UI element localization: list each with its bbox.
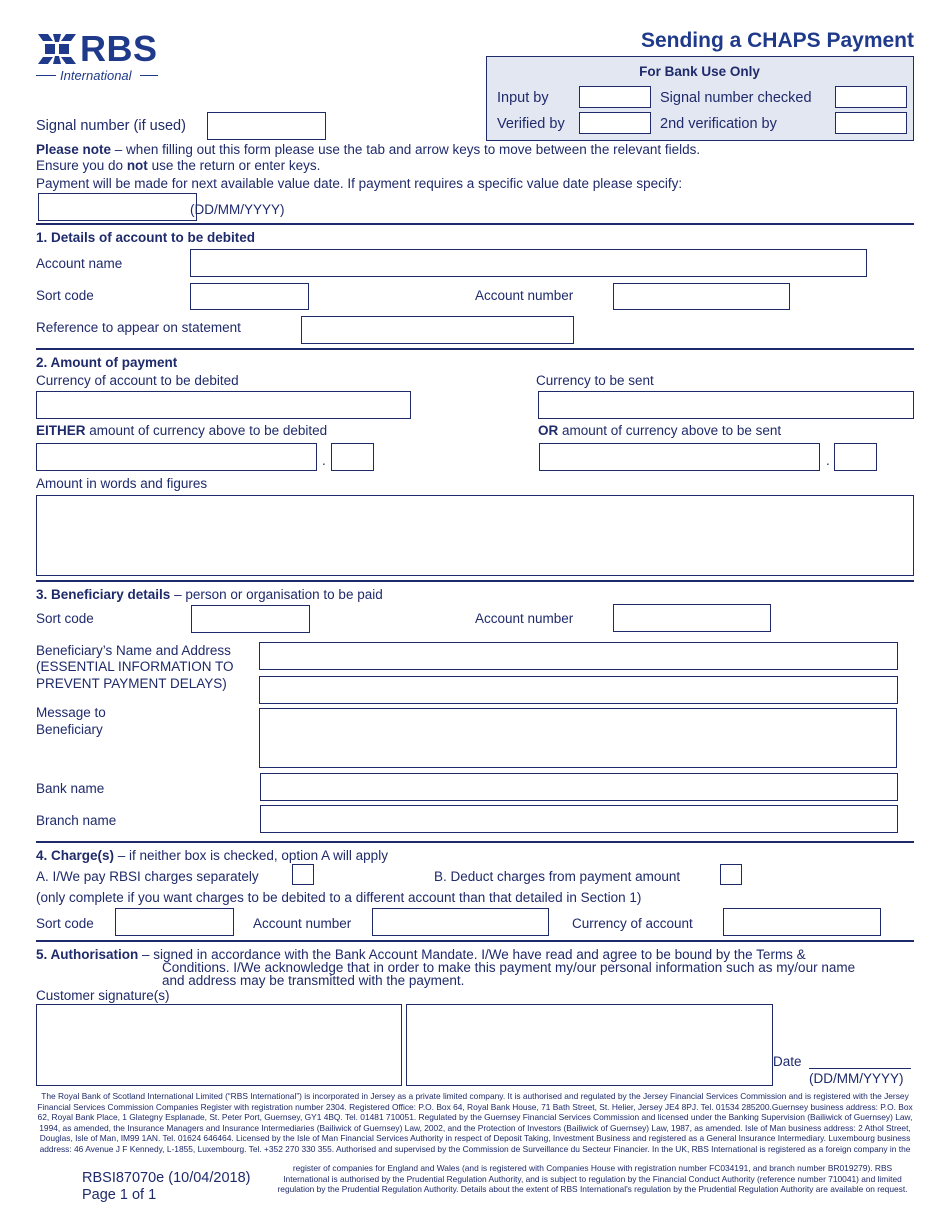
please-note: Please note – when filling out this form please use the tab and arrow keys to move between the relevant fields. xyxy=(36,142,701,157)
message-label-2: Beneficiary xyxy=(36,722,103,737)
brand-sub: International xyxy=(60,68,132,83)
currency-account-field[interactable] xyxy=(723,908,881,936)
daisy-wheel-icon xyxy=(36,32,78,66)
amount-debited-field[interactable] xyxy=(36,443,317,471)
account-number-label-1: Account number xyxy=(475,288,574,303)
amount-words-label: Amount in words and figures xyxy=(36,476,208,491)
currency-sent-field[interactable] xyxy=(538,391,914,419)
rule-section-2 xyxy=(36,348,914,350)
second-verification-label: 2nd verification by xyxy=(660,116,777,132)
message-label-1: Message to xyxy=(36,705,106,720)
value-date-field[interactable] xyxy=(38,193,197,221)
brand-sub-line-right xyxy=(140,75,158,76)
amount-sent-decimal-field[interactable] xyxy=(834,443,877,471)
amount-sent-field[interactable] xyxy=(539,443,820,471)
account-number-field-3[interactable] xyxy=(613,604,771,632)
ensure-note: Ensure you do not use the return or enter keys. xyxy=(36,158,321,173)
signature-field-2[interactable] xyxy=(406,1004,773,1086)
date-format: (DD/MM/YYYY) xyxy=(809,1071,904,1086)
only-complete-note: (only complete if you want charges to be debited to a different account than that detailed in Section 1) xyxy=(36,890,642,905)
account-number-field-1[interactable] xyxy=(613,283,790,310)
beneficiary-address-field[interactable] xyxy=(259,676,898,704)
customer-signature-label: Customer signature(s) xyxy=(36,988,170,1003)
page-title: Sending a CHAPS Payment xyxy=(640,29,914,52)
bank-name-label: Bank name xyxy=(36,781,105,796)
verified-by-label: Verified by xyxy=(497,116,565,132)
form-ref: RBSI87070e (10/04/2018) xyxy=(82,1170,251,1186)
name-address-label-2: (ESSENTIAL INFORMATION TO xyxy=(36,659,234,674)
name-address-label-3: PREVENT PAYMENT DELAYS) xyxy=(36,676,227,691)
signal-checked-field[interactable] xyxy=(835,86,907,108)
option-a-checkbox[interactable] xyxy=(292,864,314,885)
value-date-format: (DD/MM/YYYY) xyxy=(190,202,285,217)
amount-words-field[interactable] xyxy=(36,495,914,576)
legal-text-1: The Royal Bank of Scotland International Limited (“RBS International”) is incorporated in Jersey as a private limited company. It is authorised and regulated by the Jersey Financial Services Commission and is registered with the Jersey Financial Services Commission Companies Register with registration number 2304. Registered Office: P.O. Box 64, Royal Bank House, 71 Bath Street, St. Helier, Jersey JE4 8PJ. Tel. 01534 285200.Guernsey business address: P.O. Box 62, Royal Bank Place, 1 Glategny Esplanade, St. Peter Port, Guernsey, GY1 4BQ. Tel. 01481 710051. Regulated by the Guernsey Financial Services Commission and licensed under the Banking Supervision (Bailiwick of Guernsey) Law, 1994, as amended, the Insurance Managers and Insurance Intermediaries (Bailiwick of Guernsey) Law, 2002, and the Protection of Investors (Bailiwick of Guernsey) Law, 1987, as amended. Isle of Man business address: 2 Athol Street, Douglas, Isle of Man, IM99 1AN. Tel. 01624 646464. Licensed by the Isle of Man Financial Services Authority in respect of Deposit Taking, Investment Business and registered as a General Insurance Intermediary. Luxembourg business address: 46 Avenue J F Kennedy, L-1855, Luxembourg. Tel. +352 270 330 355. Authorised and supervised by the Commission de Surveillance du Secteur Financier. In the UK, RBS International is registered as a foreign company in the xyxy=(37,1091,913,1154)
signal-checked-label: Signal number checked xyxy=(660,90,812,106)
signal-number-field[interactable] xyxy=(207,112,326,140)
section-1-heading: 1. Details of account to be debited xyxy=(36,230,256,245)
decimal-point-debited: . xyxy=(322,453,326,468)
account-number-label-4: Account number xyxy=(253,916,352,931)
verified-by-field[interactable] xyxy=(579,112,651,134)
date-line[interactable] xyxy=(809,1068,911,1069)
account-name-label: Account name xyxy=(36,256,123,271)
beneficiary-name-field[interactable] xyxy=(259,642,898,670)
branch-name-field[interactable] xyxy=(260,805,898,833)
sort-code-field-3[interactable] xyxy=(191,605,310,633)
currency-debited-label: Currency of account to be debited xyxy=(36,373,239,388)
date-label: Date xyxy=(773,1054,802,1069)
option-b-checkbox[interactable] xyxy=(720,864,742,885)
sort-code-field-4[interactable] xyxy=(115,908,234,936)
account-number-label-3: Account number xyxy=(475,611,574,626)
option-a-label: A. I/We pay RBSI charges separately xyxy=(36,869,259,884)
option-b-label: B. Deduct charges from payment amount xyxy=(434,869,681,884)
input-by-field[interactable] xyxy=(579,86,651,108)
currency-debited-field[interactable] xyxy=(36,391,411,419)
authorisation-line-3: and address may be transmitted with the payment. xyxy=(162,973,465,988)
brand-name: RBS xyxy=(80,28,158,69)
currency-sent-label: Currency to be sent xyxy=(536,373,654,388)
bank-name-field[interactable] xyxy=(260,773,898,801)
page-number: Page 1 of 1 xyxy=(82,1187,157,1203)
authorisation-line-2: Conditions. I/We acknowledge that in order to make this payment my/our personal information such as my/our name xyxy=(162,960,856,975)
decimal-point-sent: . xyxy=(826,453,830,468)
sort-code-label-3: Sort code xyxy=(36,611,94,626)
or-label: OR amount of currency above to be sent xyxy=(538,423,782,438)
reference-label: Reference to appear on statement xyxy=(36,320,241,335)
either-label: EITHER amount of currency above to be debited xyxy=(36,423,328,438)
reference-field[interactable] xyxy=(301,316,574,344)
brand-sub-line-left xyxy=(36,75,56,76)
rule-section-5 xyxy=(36,940,914,942)
rule-section-1 xyxy=(36,223,914,225)
sort-code-label-1: Sort code xyxy=(36,288,94,303)
second-verification-field[interactable] xyxy=(835,112,907,134)
input-by-label: Input by xyxy=(497,90,549,106)
sort-code-field-1[interactable] xyxy=(190,283,309,310)
name-address-label-1: Beneficiary’s Name and Address xyxy=(36,643,231,658)
signal-number-label: Signal number (if used) xyxy=(36,118,186,134)
section-5-heading: 5. Authorisation – signed in accordance with the Bank Account Mandate. I/We have read and agree to be bound by the Terms & xyxy=(36,947,806,962)
bank-use-panel xyxy=(486,56,914,141)
currency-account-label: Currency of account xyxy=(572,916,693,931)
section-2-heading: 2. Amount of payment xyxy=(36,355,178,370)
signature-field-1[interactable] xyxy=(36,1004,402,1086)
rule-section-3 xyxy=(36,580,914,582)
sort-code-label-4: Sort code xyxy=(36,916,94,931)
message-field[interactable] xyxy=(259,708,897,768)
rule-section-4 xyxy=(36,841,914,843)
section-3-heading: 3. Beneficiary details – person or organisation to be paid xyxy=(36,587,383,602)
rbs-logo xyxy=(36,30,161,82)
value-date-text: Payment will be made for next available value date. If payment requires a specific value date please specify: xyxy=(36,176,683,191)
section-4-heading: 4. Charge(s) – if neither box is checked, option A will apply xyxy=(36,848,388,863)
amount-debited-decimal-field[interactable] xyxy=(331,443,374,471)
bank-use-heading: For Bank Use Only xyxy=(639,64,760,79)
account-name-field[interactable] xyxy=(190,249,867,277)
legal-text-2: register of companies for England and Wales (and is registered with Companies House with registration number FC034191, and branch number BR019279). RBS International is authorised by the Prudential Regulation Authority, and is subject to regulation by the Financial Conduct Authority (reference number 710041) and limited regulation by the Prudential Regulation Authority. Details about the extent of RBS International's regulation by the Prudential Regulation Authority are available on request. xyxy=(277,1163,908,1195)
account-number-field-4[interactable] xyxy=(372,908,549,936)
branch-name-label: Branch name xyxy=(36,813,117,828)
